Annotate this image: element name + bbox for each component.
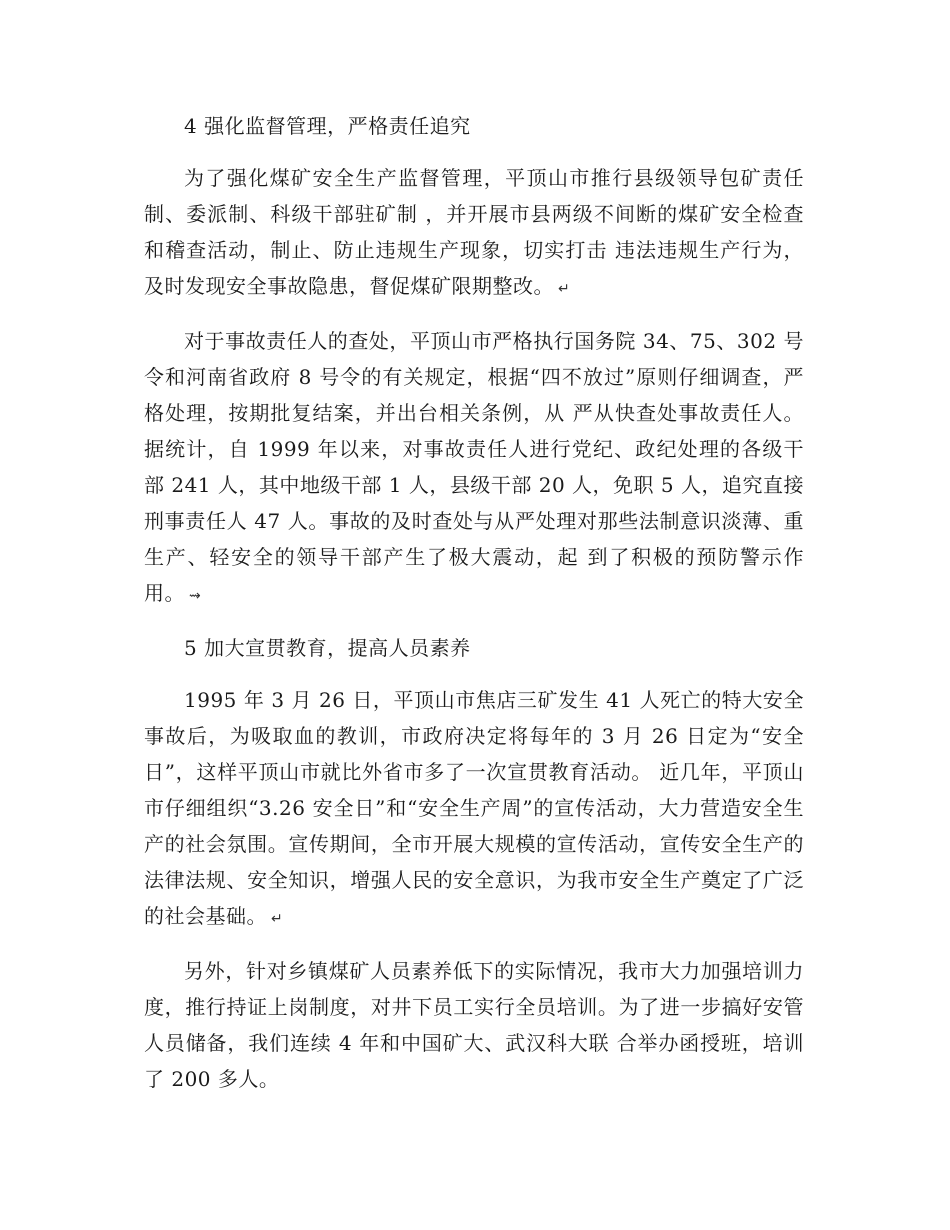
- paragraph: [144, 953, 804, 1097]
- paragraph-mark-icon: ↵: [558, 281, 571, 297]
- paragraph: [144, 682, 804, 937]
- section-heading: 4 强化监督管理，严格责任追究: [184, 114, 471, 138]
- paragraph-text: 1995 年 3 月 26 日，平顶山市焦店三矿发生 41 人死亡的特大安全事故后，为吸取血的教训，市政府决定将每年的 3 月 26 日定为“安全日”，这样平顶山市就比外省市多了一次宣贯教育活动。 近几年，平顶山市仔细组织“3.26 安全日”和“安全生产周”的宣传活动，大力营造安全生产的社会氛围。宣传期间，全市开展大规模的宣传活动，宣传安全生产的法律法规、安全知识，增强人民的安全意识，为我市安全生产奠定了广泛的社会基础。: [144, 688, 804, 928]
- paragraph-text: 对于事故责任人的查处，平顶山市严格执行国务院 34、75、302 号令和河南省政府 8 号令的有关规定，根据“四不放过”原则仔细调查，严格处理，按期批复结案，并出台相关条例，从 严从快查处事故责任人。据统计，自 1999 年以来，对事故责任人进行党纪、政纪处理的各级干部 241 人，其中地级干部 1 人，县级干部 20 人，免职 5 人，追究直接刑事责任人 47 人。事故的及时查处与从严处理对那些法制意识淡薄、重生产、轻安全的领导干部产生了极大震动，起 到了积极的预防警示作用。: [144, 329, 804, 605]
- paragraph-mark-icon: ⇝: [189, 588, 202, 604]
- paragraph-text: 另外，针对乡镇煤矿人员素养低下的实际情况，我市大力加强培训力度，推行持证上岗制度，对井下员工实行全员培训。为了进一步搞好安管人员储备，我们连续 4 年和中国矿大、武汉科大联 合举办函授班，培训了 200 多人。: [144, 959, 804, 1091]
- paragraph: [144, 160, 804, 307]
- paragraph-text: 为了强化煤矿安全生产监督管理，平顶山市推行县级领导包矿责任制、委派制、科级干部驻矿制 ，并开展市县两级不间断的煤矿安全检查和稽查活动，制止、防止违规生产现象，切实打击 违法违规生产行为，及时发现安全事故隐患，督促煤矿限期整改。: [144, 166, 804, 298]
- document-body: [144, 108, 804, 1113]
- paragraph: [144, 323, 804, 614]
- section-heading: 5 加大宣贯教育，提高人员素养: [184, 636, 471, 660]
- paragraph-mark-icon: ↵: [271, 911, 284, 927]
